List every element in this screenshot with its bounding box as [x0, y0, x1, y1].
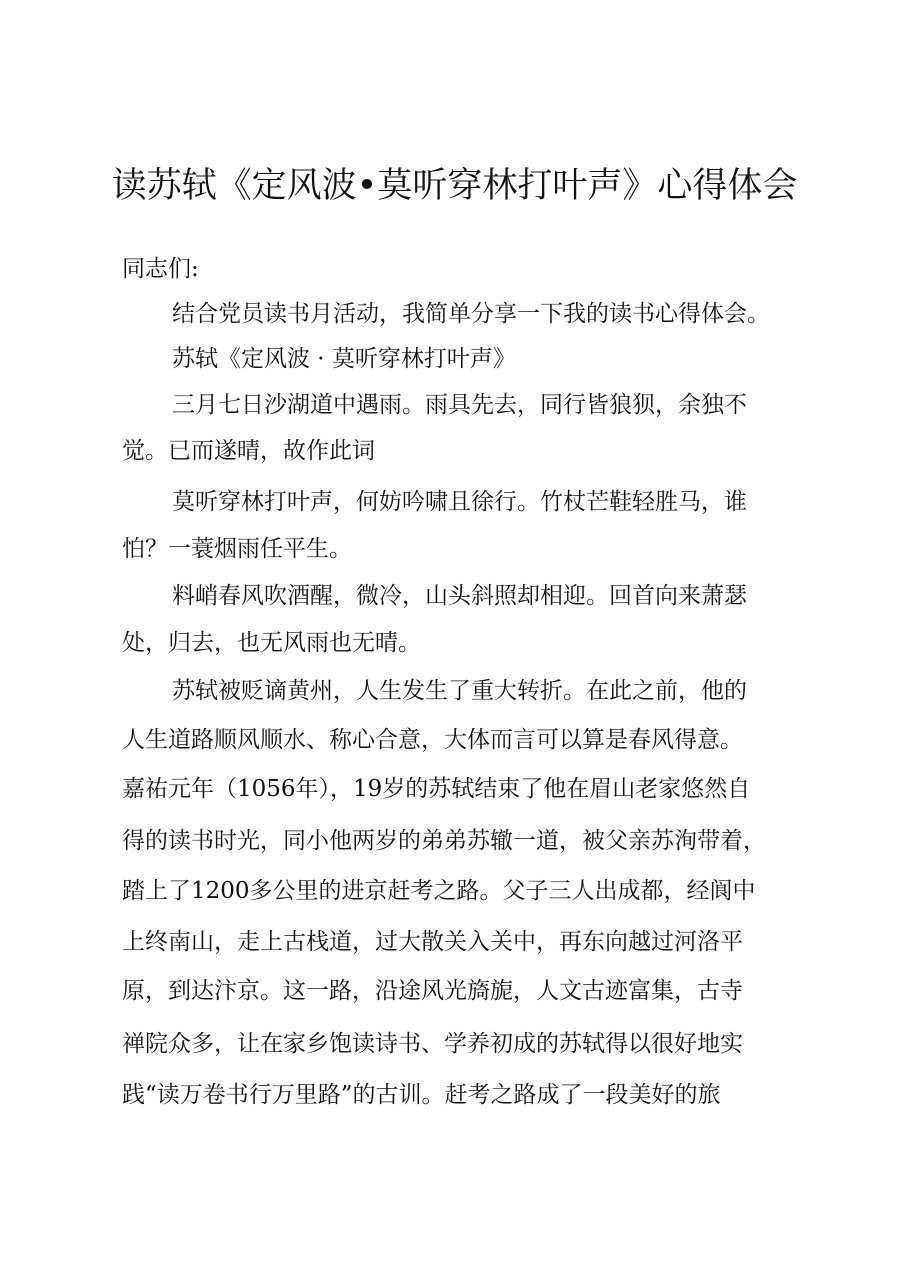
paragraph-line: 上终南山，走上古栈道，过大散关入关中，再东向越过河洛平	[122, 929, 743, 955]
paragraph-line: 禅院众多，让在家乡饱读诗书、学养初成的苏轼得以很好地实	[122, 1031, 743, 1057]
paragraph-line: 践“读万卷书行万里路”的古训。赶考之路成了一段美好的旅	[122, 1082, 721, 1108]
paragraph-line: 苏轼被贬谪黄州，人生发生了重大转折。在此之前，他的	[172, 678, 747, 704]
paragraph-line: 人生道路顺风顺水、称心合意，大体而言可以算是春风得意。	[122, 727, 743, 753]
paragraph-line: 苏轼《定风波 · 莫听穿林打叶声》	[172, 346, 516, 372]
paragraph-line: 三月七日沙湖道中遇雨。雨具先去，同行皆狼狈，余独不	[172, 392, 747, 418]
paragraph-line: 怕？一蓑烟雨任平生。	[122, 536, 352, 562]
paragraph-line: 结合党员读书月活动，我简单分享一下我的读书心得体会。	[172, 301, 770, 327]
paragraph-line: 莫听穿林打叶声，何妨吟啸且徐行。竹杖芒鞋轻胜马，谁	[172, 489, 747, 515]
paragraph-line: 踏上了1200多公里的进京赶考之路。父子三人出成都，经阆中	[122, 878, 756, 904]
document-title: 读苏轼《定风波•莫听穿林打叶声》心得体会	[111, 166, 798, 206]
paragraph-line: 觉。已而遂晴，故作此词	[122, 438, 375, 464]
paragraph-line: 处，归去，也无风雨也无晴。	[122, 630, 421, 656]
paragraph-line: 原，到达汴京。这一路，沿途风光旖旎，人文古迹富集，古寺	[122, 978, 743, 1004]
salutation-line: 同志们:	[122, 256, 199, 282]
paragraph-line: 嘉祐元年（1056年），19岁的苏轼结束了他在眉山老家悠然自	[122, 776, 751, 802]
paragraph-line: 料峭春风吹酒醒，微冷，山头斜照却相迎。回首向来萧瑟	[172, 583, 747, 609]
paragraph-line: 得的读书时光，同小他两岁的弟弟苏辙一道，被父亲苏洵带着，	[122, 828, 766, 854]
